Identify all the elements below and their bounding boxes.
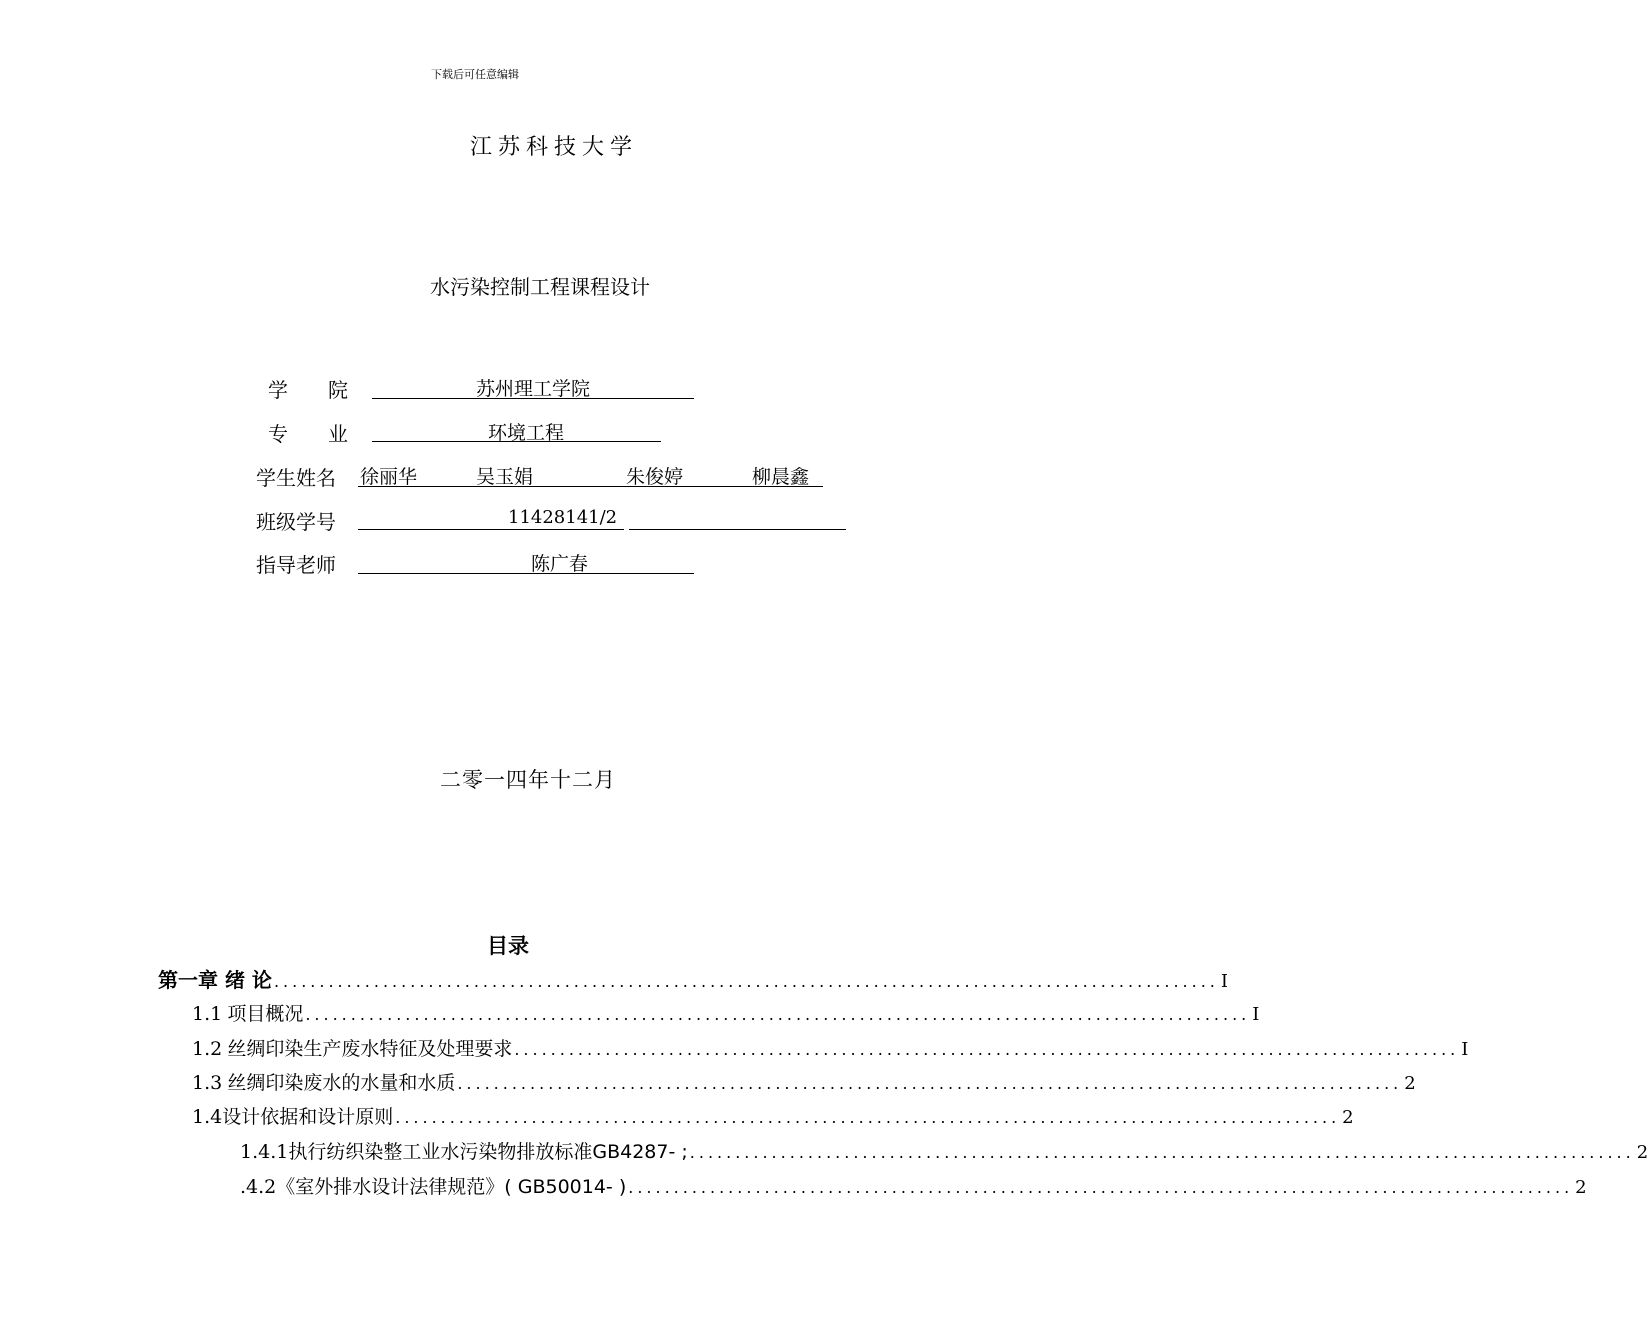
class-underline-right (629, 529, 846, 530)
date: 二零一四年十二月 (440, 768, 616, 792)
toc-entry-number: 1.4.1 (240, 1141, 289, 1163)
advisor-underline (358, 573, 694, 574)
toc-entry-page: I (1220, 971, 1228, 992)
toc-title: 目录 (487, 934, 529, 958)
toc-entry-label: 设计依据和设计原则 (222, 1106, 394, 1128)
major-value: 环境工程 (488, 422, 565, 444)
student-name: 徐丽华 (360, 466, 418, 488)
toc-entry-page: I (1461, 1039, 1469, 1060)
toc-entry-label: 丝绸印染生产废水特征及处理要求 (227, 1038, 513, 1060)
toc-entry-page: 2 (1404, 1073, 1416, 1094)
student-names-label: 学生姓名 (256, 466, 336, 490)
toc-entry-1-4-1[interactable] (240, 1137, 1648, 1163)
toc-entry-1-4[interactable] (192, 1102, 1354, 1128)
toc-entry-label: 丝绸印染废水的水量和水质 (227, 1072, 456, 1094)
toc-entry-1-1[interactable] (192, 999, 1260, 1025)
toc-leader-dots: ........................................................................................................ (273, 972, 1219, 991)
toc-leader-dots: ........................................................................................................ (395, 1108, 1341, 1127)
university-name: 江苏科技大学 (470, 135, 639, 160)
student-name: 柳晨鑫 (752, 466, 810, 488)
advisor-label: 指导老师 (256, 553, 336, 577)
toc-entry-number: 1.3 (192, 1072, 223, 1094)
toc-entry-1-3[interactable] (192, 1068, 1416, 1094)
student-name: 吴玉娟 (476, 466, 534, 488)
student-name: 朱俊婷 (626, 466, 684, 488)
advisor-value: 陈广春 (531, 553, 589, 575)
toc-leader-dots: ........................................................................................................ (305, 1005, 1251, 1024)
toc-entry-page: 2 (1575, 1177, 1587, 1198)
toc-entry-label: 执行纺织染整工业水污染物排放标准GB4287- ; (288, 1141, 688, 1163)
toc-entry-label: 《室外排水设计法律规范》( GB50014- ) (276, 1176, 627, 1198)
header-note: 下载后可任意编辑 (431, 68, 519, 81)
toc-entry-number: 1.1 (192, 1003, 223, 1025)
toc-entry-label: 第一章 绪 论 (158, 968, 272, 992)
toc-entry-page: 2 (1636, 1142, 1648, 1163)
toc-leader-dots: ........................................................................................................ (514, 1040, 1460, 1059)
toc-entry-1-2[interactable] (192, 1034, 1469, 1060)
toc-entry-page: I (1252, 1004, 1260, 1025)
class-id-value: 11428141/2 (508, 507, 618, 528)
class-underline-left (358, 529, 624, 530)
toc-entry-chapter-1[interactable] (158, 964, 1228, 992)
class-id-label: 班级学号 (256, 510, 336, 534)
toc-entry-number: 1.2 (192, 1038, 223, 1060)
toc-leader-dots: ........................................................................................................ (457, 1074, 1403, 1093)
college-label: 学 院 (268, 378, 348, 402)
toc-leader-dots: ........................................................................................................ (689, 1143, 1635, 1162)
course-title: 水污染控制工程课程设计 (430, 275, 650, 299)
toc-leader-dots: ........................................................................................................ (628, 1178, 1574, 1197)
college-value: 苏州理工学院 (476, 378, 591, 400)
toc-entry-label: 项目概况 (227, 1003, 304, 1025)
toc-entry-number: .4.2 (240, 1176, 277, 1198)
toc-entry-page: 2 (1342, 1107, 1354, 1128)
toc-entry-number: 1.4 (192, 1106, 223, 1128)
toc-entry-1-4-2[interactable] (240, 1172, 1587, 1198)
major-label: 专 业 (268, 422, 348, 446)
